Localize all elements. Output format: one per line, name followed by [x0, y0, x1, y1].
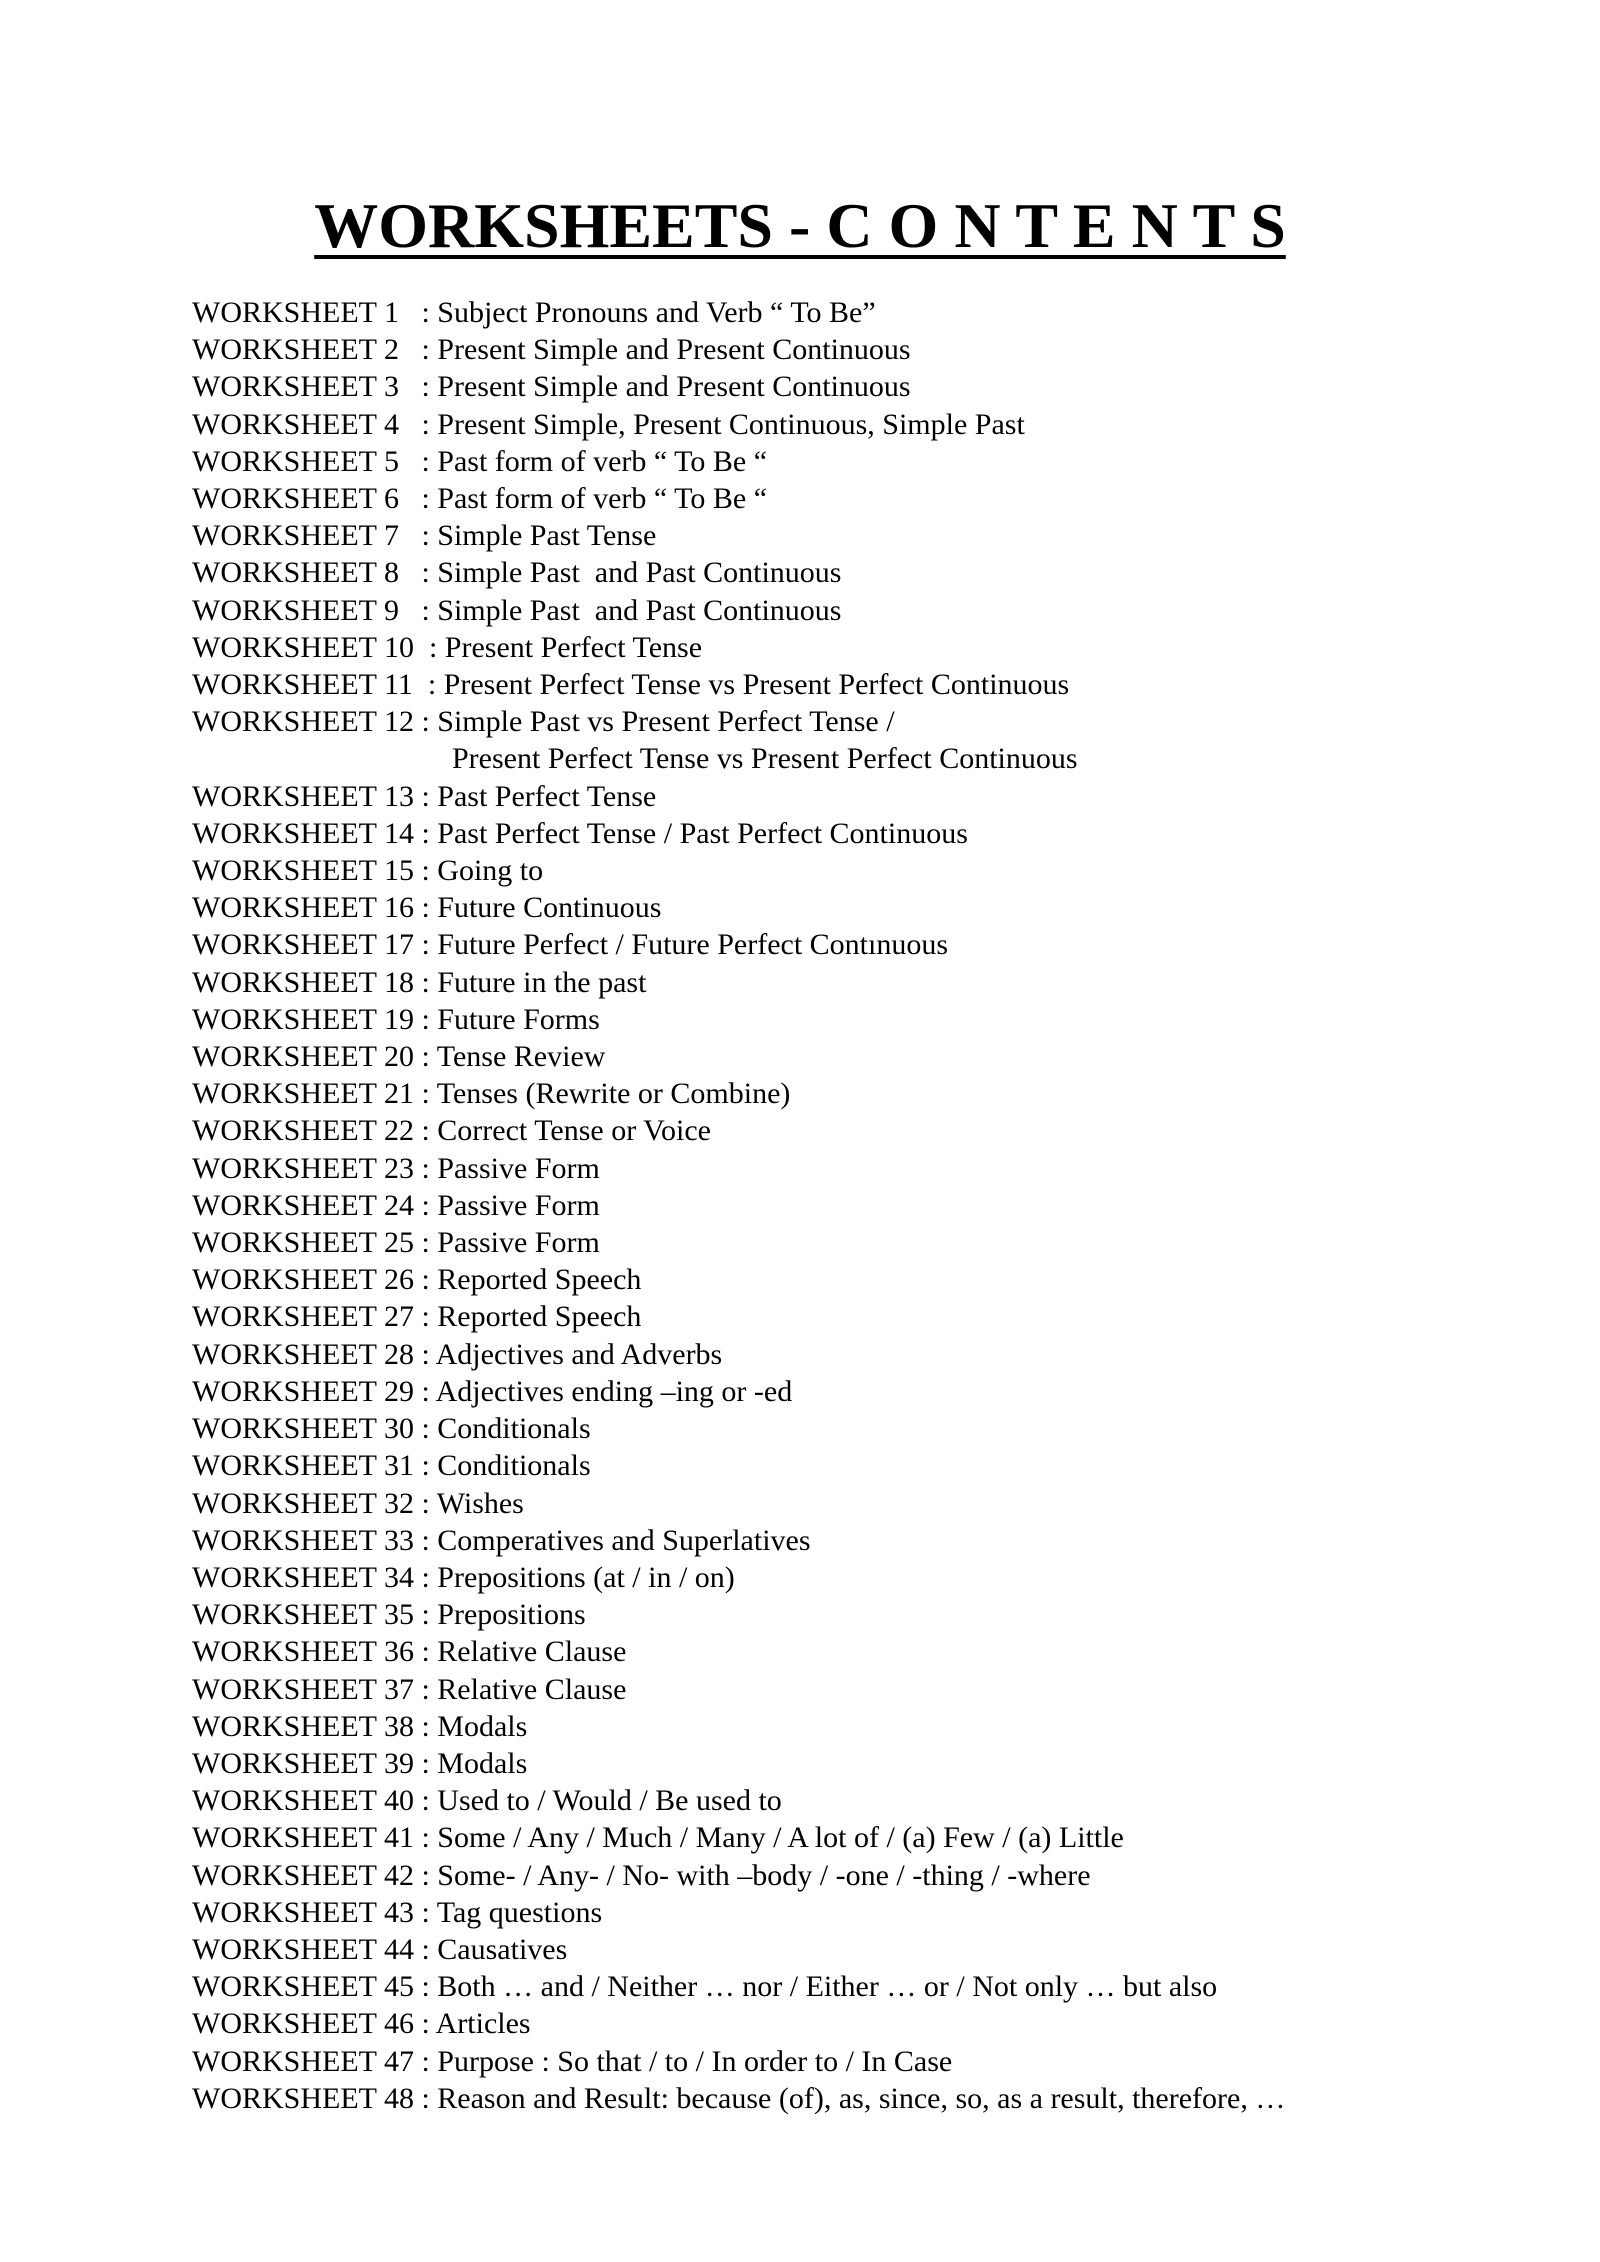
worksheet-topic: : Modals	[421, 1746, 528, 1780]
worksheet-label: WORKSHEET 32	[192, 1486, 422, 1520]
worksheet-topic: : Going to	[421, 854, 544, 888]
worksheet-label: WORKSHEET 46	[192, 2007, 422, 2041]
worksheet-label: WORKSHEET 42	[192, 1858, 422, 1892]
worksheet-topic: : Future Forms	[421, 1002, 600, 1036]
page-title: WORKSHEETS - C O N T E N T S	[314, 190, 1286, 261]
contents-entry	[192, 1931, 1492, 1968]
worksheet-topic: : Passive Form	[421, 1151, 600, 1185]
worksheet-topic: : Future in the past	[421, 965, 647, 999]
worksheet-label: WORKSHEET 17	[192, 928, 422, 962]
worksheet-topic: : Simple Past vs Present Perfect Tense /	[421, 705, 895, 739]
contents-entry	[192, 2043, 1492, 2080]
worksheet-topic: : Reported Speech	[421, 1300, 642, 1334]
worksheet-label: WORKSHEET 41	[192, 1821, 422, 1855]
worksheet-topic: : Conditionals	[421, 1412, 591, 1446]
contents-entry	[192, 480, 1492, 517]
worksheet-topic: : Purpose : So that / to / In order to / In Case	[421, 2044, 953, 2078]
contents-entry	[192, 1819, 1492, 1856]
worksheet-topic: : Modals	[421, 1709, 528, 1743]
contents-entry-continuation	[192, 740, 1492, 777]
contents-entry	[192, 778, 1492, 815]
worksheet-topic: : Tenses (Rewrite or Combine)	[421, 1077, 791, 1111]
worksheet-topic: : Present Perfect Tense	[428, 630, 703, 664]
contents-entry	[192, 1485, 1492, 1522]
contents-entry	[192, 1336, 1492, 1373]
worksheet-topic: : Past form of verb “ To Be “	[421, 444, 768, 478]
contents-entry	[192, 1112, 1492, 1149]
worksheet-label: WORKSHEET 10	[192, 630, 429, 664]
contents-entry	[192, 2005, 1492, 2042]
worksheet-topic: : Passive Form	[421, 1188, 600, 1222]
worksheet-topic: : Past Perfect Tense / Past Perfect Continuous	[421, 816, 968, 850]
worksheet-label: WORKSHEET 33	[192, 1523, 422, 1557]
contents-entry	[192, 629, 1492, 666]
worksheet-topic: : Prepositions (at / in / on)	[421, 1560, 735, 1594]
contents-entry	[192, 1894, 1492, 1931]
worksheet-label: WORKSHEET 38	[192, 1709, 422, 1743]
worksheet-label: WORKSHEET 27	[192, 1300, 422, 1334]
contents-entry	[192, 852, 1492, 889]
worksheet-label: WORKSHEET 44	[192, 1932, 422, 1966]
worksheet-topic: : Tag questions	[421, 1895, 603, 1929]
contents-entry	[192, 1522, 1492, 1559]
worksheet-label: WORKSHEET 21	[192, 1077, 422, 1111]
contents-entry	[192, 294, 1492, 331]
worksheet-topic: : Past form of verb “ To Be “	[421, 482, 768, 516]
worksheet-topic: : Passive Form	[421, 1226, 600, 1260]
worksheet-topic: : Simple Past Tense	[421, 519, 657, 553]
worksheet-topic: : Present Simple and Present Continuous	[421, 370, 911, 404]
worksheet-label: WORKSHEET 5	[192, 444, 422, 478]
contents-entry	[192, 1261, 1492, 1298]
worksheet-topic: : Future Perfect / Future Perfect Contınuous	[421, 928, 949, 962]
contents-entry	[192, 666, 1492, 703]
contents-entry	[192, 1559, 1492, 1596]
worksheet-label: WORKSHEET 36	[192, 1635, 422, 1669]
worksheet-topic: : Adjectives and Adverbs	[421, 1337, 723, 1371]
contents-entry	[192, 2080, 1492, 2117]
contents-entry	[192, 815, 1492, 852]
contents-entry	[192, 1075, 1492, 1112]
worksheet-topic: : Both … and / Neither … nor / Either … or / Not only … but also	[421, 1970, 1218, 2004]
worksheet-topic: : Used to / Would / Be used to	[421, 1784, 782, 1818]
worksheet-topic: : Tense Review	[421, 1040, 606, 1074]
worksheet-topic: Present Perfect Tense vs Present Perfect Continuous	[452, 742, 1078, 776]
contents-entry	[192, 443, 1492, 480]
worksheet-label: WORKSHEET 8	[192, 556, 422, 590]
worksheet-label: WORKSHEET 30	[192, 1412, 422, 1446]
worksheet-label: WORKSHEET 7	[192, 519, 422, 553]
contents-list	[192, 294, 1492, 2117]
worksheet-label: WORKSHEET 23	[192, 1151, 422, 1185]
worksheet-label: WORKSHEET 22	[192, 1114, 422, 1148]
worksheet-topic: : Wishes	[421, 1486, 524, 1520]
worksheet-label: WORKSHEET 35	[192, 1598, 422, 1632]
contents-entry	[192, 1447, 1492, 1484]
worksheet-topic: : Relative Clause	[421, 1635, 627, 1669]
contents-entry	[192, 1187, 1492, 1224]
worksheet-topic: : Future Continuous	[421, 891, 662, 925]
contents-entry	[192, 889, 1492, 926]
worksheet-label: WORKSHEET 18	[192, 965, 422, 999]
contents-entry	[192, 1224, 1492, 1261]
worksheet-label: WORKSHEET 14	[192, 816, 422, 850]
contents-entry	[192, 703, 1492, 740]
contents-entry	[192, 592, 1492, 629]
worksheet-label: WORKSHEET 25	[192, 1226, 422, 1260]
contents-entry	[192, 517, 1492, 554]
worksheet-label: WORKSHEET 11	[192, 668, 428, 702]
worksheet-topic: : Reason and Result: because (of), as, since, so, as a result, therefore, …	[421, 2081, 1286, 2115]
contents-entry	[192, 964, 1492, 1001]
worksheet-topic: : Prepositions	[421, 1598, 586, 1632]
worksheet-label: WORKSHEET 45	[192, 1970, 422, 2004]
contents-entry	[192, 1857, 1492, 1894]
worksheet-label: WORKSHEET 15	[192, 854, 422, 888]
worksheet-topic: : Simple Past and Past Continuous	[421, 556, 842, 590]
contents-entry	[192, 331, 1492, 368]
worksheet-topic: : Present Simple, Present Continuous, Simple Past	[421, 407, 1025, 441]
worksheet-label: WORKSHEET 20	[192, 1040, 422, 1074]
worksheet-topic: : Past Perfect Tense	[421, 779, 657, 813]
worksheet-label: WORKSHEET 1	[192, 296, 422, 329]
worksheet-topic: : Adjectives ending –ing or -ed	[421, 1374, 793, 1408]
worksheet-topic: : Some / Any / Much / Many / A lot of / (a) Few / (a) Little	[421, 1821, 1124, 1855]
contents-entry	[192, 1001, 1492, 1038]
contents-entry	[192, 1782, 1492, 1819]
worksheet-topic: : Relative Clause	[421, 1672, 627, 1706]
contents-entry	[192, 1298, 1492, 1335]
worksheet-label: WORKSHEET 26	[192, 1263, 422, 1297]
worksheet-topic: : Some- / Any- / No- with –body / -one / -thing / -where	[421, 1858, 1091, 1892]
worksheet-label: WORKSHEET 31	[192, 1449, 422, 1483]
worksheet-label: WORKSHEET 29	[192, 1374, 422, 1408]
worksheet-topic: : Comperatives and Superlatives	[421, 1523, 811, 1557]
contents-entry	[192, 1968, 1492, 2005]
worksheet-topic: : Simple Past and Past Continuous	[421, 593, 842, 627]
worksheet-label: WORKSHEET 16	[192, 891, 422, 925]
worksheet-topic: : Present Perfect Tense vs Present Perfect Continuous	[427, 668, 1070, 702]
worksheet-topic: : Reported Speech	[421, 1263, 642, 1297]
worksheet-topic: : Present Simple and Present Continuous	[421, 333, 911, 367]
worksheet-label: WORKSHEET 13	[192, 779, 422, 813]
contents-entry	[192, 1038, 1492, 1075]
worksheet-label: WORKSHEET 39	[192, 1746, 422, 1780]
worksheet-label: WORKSHEET 48	[192, 2081, 422, 2115]
worksheet-label: WORKSHEET 19	[192, 1002, 422, 1036]
worksheet-label: WORKSHEET 43	[192, 1895, 422, 1929]
worksheet-topic: : Subject Pronouns and Verb “ To Be”	[421, 296, 876, 329]
worksheet-topic: : Articles	[421, 2007, 531, 2041]
contents-entry	[192, 1708, 1492, 1745]
worksheet-label: WORKSHEET 28	[192, 1337, 422, 1371]
worksheet-label: WORKSHEET 40	[192, 1784, 422, 1818]
contents-entry	[192, 1150, 1492, 1187]
worksheet-label: WORKSHEET 37	[192, 1672, 422, 1706]
worksheet-topic: : Conditionals	[421, 1449, 591, 1483]
contents-entry	[192, 1671, 1492, 1708]
worksheet-label: WORKSHEET 12	[192, 705, 422, 739]
worksheet-label: WORKSHEET 34	[192, 1560, 422, 1594]
worksheet-topic: : Correct Tense or Voice	[421, 1114, 711, 1148]
worksheet-label: WORKSHEET 9	[192, 593, 422, 627]
contents-entry	[192, 1373, 1492, 1410]
contents-entry	[192, 406, 1492, 443]
contents-entry	[192, 368, 1492, 405]
contents-entry	[192, 926, 1492, 963]
worksheet-label: WORKSHEET 3	[192, 370, 422, 404]
worksheet-label: WORKSHEET 2	[192, 333, 422, 367]
contents-entry	[192, 554, 1492, 591]
contents-entry	[192, 1633, 1492, 1670]
contents-entry	[192, 1596, 1492, 1633]
contents-entry	[192, 1745, 1492, 1782]
worksheet-label: WORKSHEET 6	[192, 482, 422, 516]
worksheet-label: WORKSHEET 47	[192, 2044, 422, 2078]
worksheet-label: WORKSHEET 4	[192, 407, 422, 441]
worksheet-label: WORKSHEET 24	[192, 1188, 422, 1222]
worksheet-topic: : Causatives	[421, 1932, 568, 1966]
contents-entry	[192, 1410, 1492, 1447]
